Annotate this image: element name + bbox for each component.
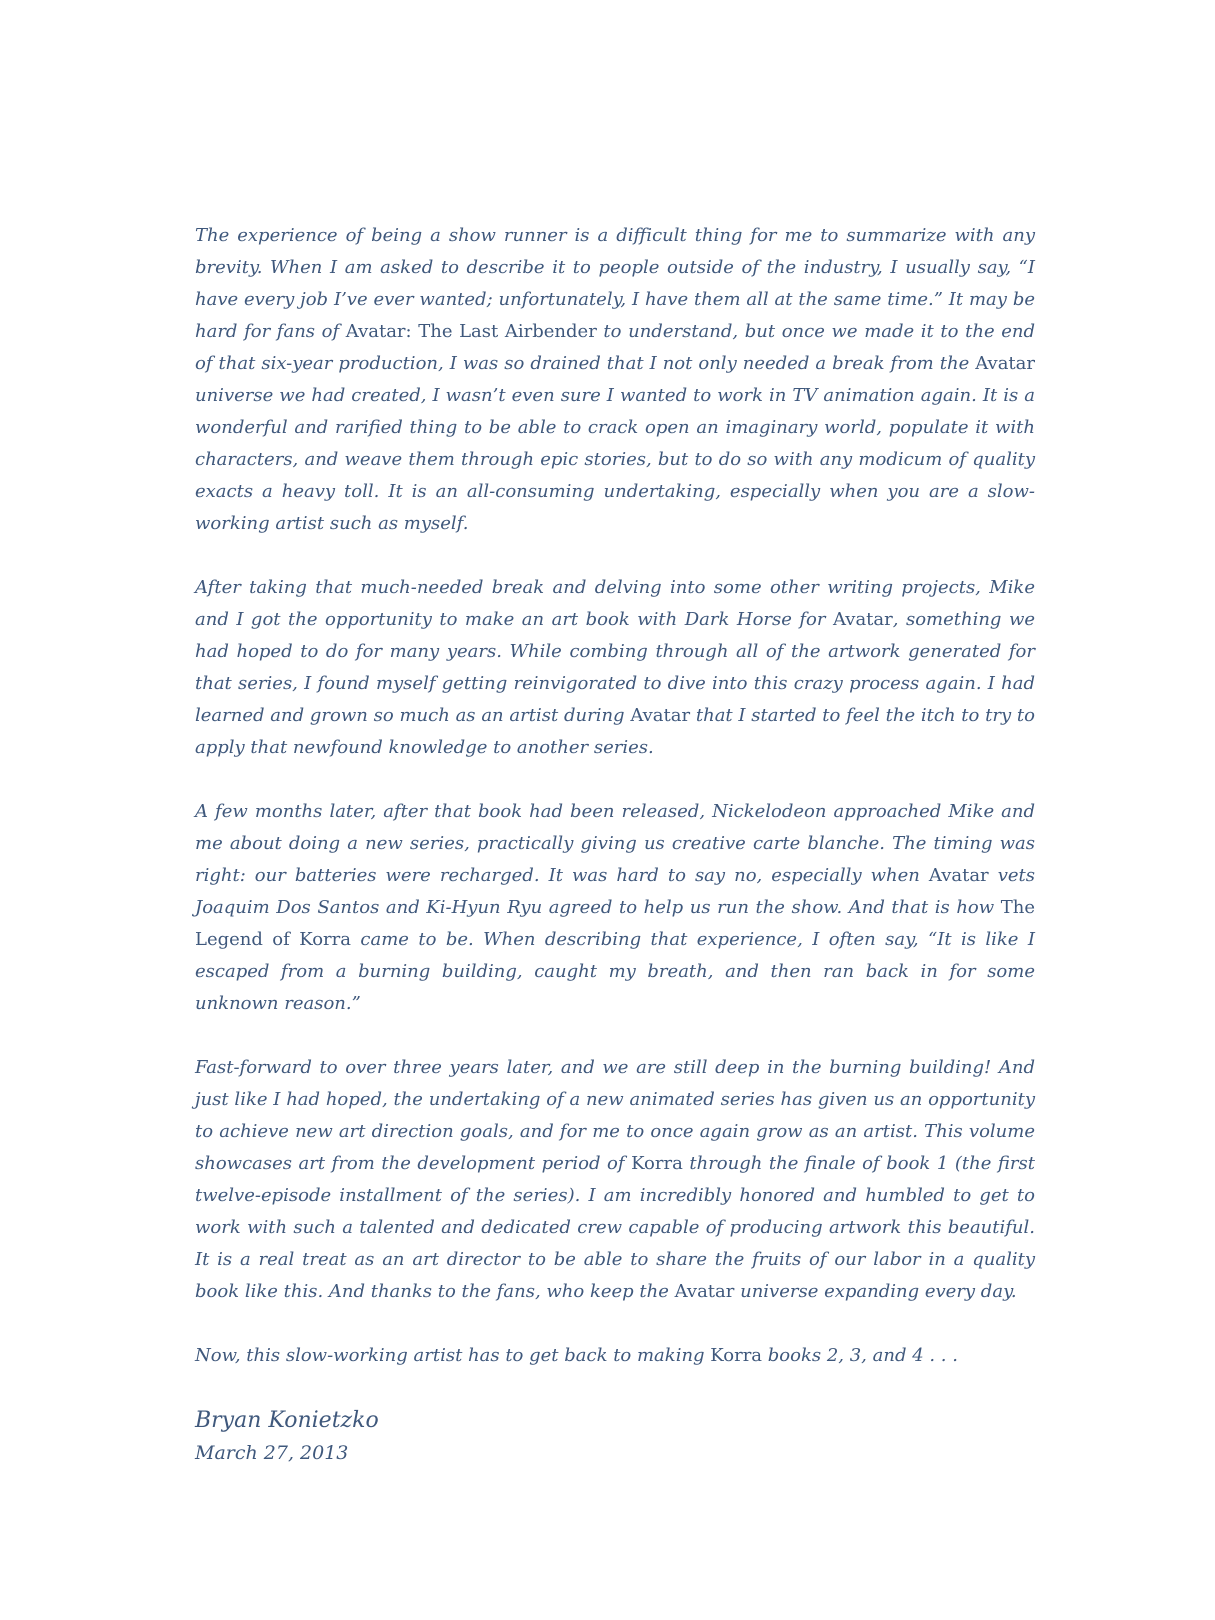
text-run: Now, this slow-working artist has to get back to making xyxy=(195,1345,711,1366)
title-run: Avatar xyxy=(975,353,1035,374)
title-run: The Legend of Korra xyxy=(195,897,1035,950)
text-run: A few months later, after that book had been released, Nickelodeon approached Mike and me about doing a new series, practically giving us creative carte blanche. The timing was right: our batteries were recharged. It was hard to say no, especially when xyxy=(195,801,1035,886)
title-run: Korra xyxy=(710,1345,763,1366)
title-run: Korra xyxy=(631,1153,683,1174)
text-run: After taking that much-needed break and delving into some other writing projects, Mike and I got the opportunity to make an art book with Dark Horse for xyxy=(195,577,1035,630)
title-run: Avatar xyxy=(630,705,691,726)
text-run: through the finale of book 1 (the first twelve-episode installment of the series). I am incredibly honored and humbled to get to work with such a talented and dedicated crew capable of producing artwork this beautiful. It is a real treat as an art director to be able to share the fruits of our labor in a quality book like this. And thanks to the fans, who keep the xyxy=(195,1153,1035,1302)
paragraph xyxy=(195,220,1035,540)
title-run: Avatar xyxy=(928,865,989,886)
signature-block xyxy=(195,1404,1035,1468)
text-run: Fast-forward to over three years later, and we are still deep in the burning building! And just like I had hoped, the undertaking of a new animated series has given us an opportunity to achieve new art direction goals, and for me to once again grow as an artist. This volume showcases art from the development period of xyxy=(195,1057,1035,1174)
paragraph xyxy=(195,1052,1035,1308)
signature-date: March 27, 2013 xyxy=(195,1442,349,1464)
letter-body xyxy=(195,220,1035,1468)
text-run: The experience of being a show runner is a difficult thing for me to summarize with any brevity. When I am asked to describe it to people outside of the industry, I usually say, “I have every job I’ve ever wanted; unfortunately, I have them all at the same time.” It may be hard for fans of xyxy=(195,225,1035,342)
signature-name: Bryan Konietzko xyxy=(195,1408,379,1433)
text-run: came to be. When describing that experience, I often say, “It is like I escaped from a burning building, caught my breath, and then ran back in for some unknown reason.” xyxy=(195,929,1035,1014)
text-run: vets Joaquim Dos Santos and Ki-Hyun Ryu agreed to help us run the show. And that is how xyxy=(195,865,1035,918)
paragraph xyxy=(195,1340,1035,1372)
title-run: Avatar xyxy=(674,1281,735,1302)
text-run: that I started to feel the itch to try to apply that newfound knowledge to another series. xyxy=(195,705,1035,758)
text-run: books 2, 3, and 4 . . . xyxy=(762,1345,958,1366)
title-run: Avatar xyxy=(833,609,893,630)
text-run: to understand, but once we made it to the end of that six-year production, I was so drained that I not only needed a break from the xyxy=(195,321,1035,374)
text-run: universe we had created, I wasn’t even sure I wanted to work in TV animation again. It is a wonderful and rarified thing to be able to crack open an imaginary world, populate it with characters, and weave them through epic stories, but to do so with any modicum of quality exacts a heavy toll. It is an all-consuming undertaking, especially when you are a slow-working artist such as myself. xyxy=(195,385,1035,534)
paragraph xyxy=(195,796,1035,1020)
title-run: Avatar: The Last Airbender xyxy=(345,321,597,342)
paragraph xyxy=(195,572,1035,764)
text-run: , something we had hoped to do for many years. While combing through all of the artwork generated for that series, I found myself getting reinvigorated to dive into this crazy process again. I had learned and grown so much as an artist during xyxy=(195,609,1036,726)
text-run: universe expanding every day. xyxy=(734,1281,1017,1302)
